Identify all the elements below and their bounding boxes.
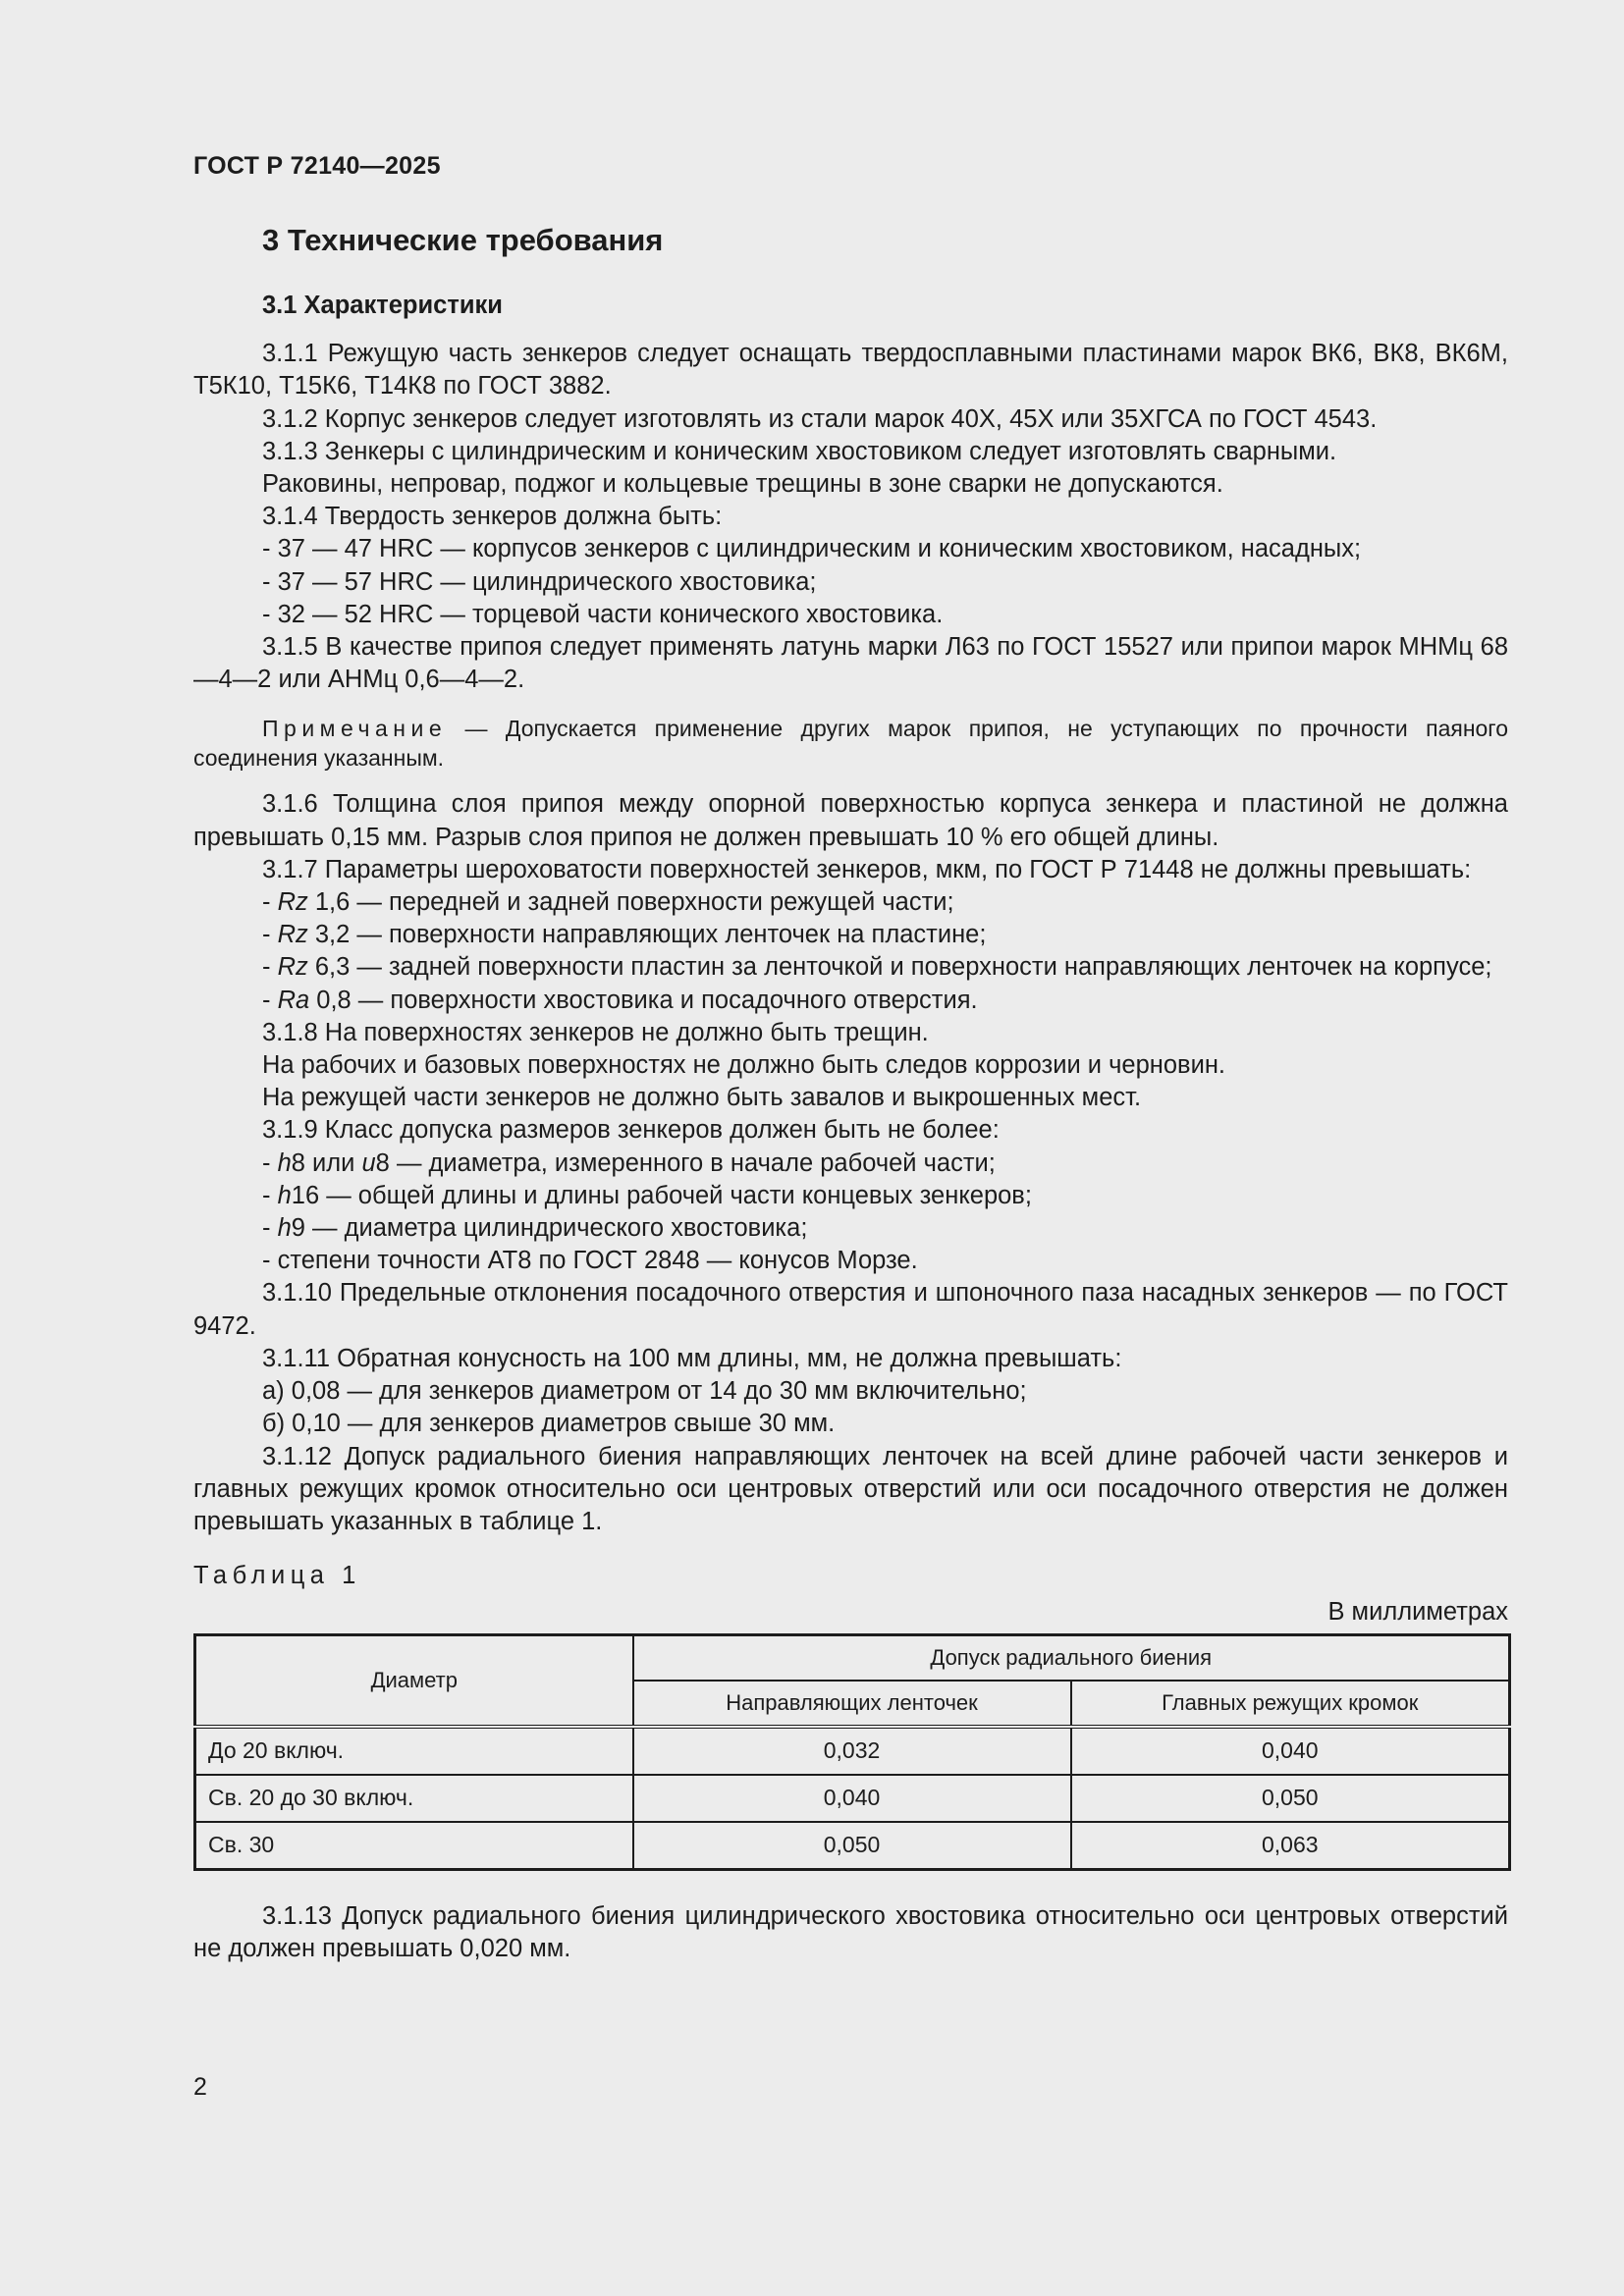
table-cell-guides: 0,040: [633, 1775, 1071, 1822]
table-header-group: Допуск радиального биения: [633, 1634, 1510, 1681]
tolerance-symbol: h: [277, 1214, 292, 1243]
list-item: - 37 — 57 HRC — цилиндрического хвостовика;: [262, 567, 817, 596]
list-item: - h16 — общей длины и длины рабочей части концевых зенкеров;: [262, 1181, 1032, 1209]
list-item-text: 1,6 — передней и задней поверхности режущей части;: [307, 888, 954, 917]
document-header: ГОСТ Р 72140—2025: [193, 152, 441, 180]
roughness-symbol: Ra: [277, 986, 310, 1014]
paragraph-3-1-4: 3.1.4 Твердость зенкеров должна быть:: [262, 503, 723, 531]
list-item: - h9 — диаметра цилиндрического хвостовика;: [262, 1214, 808, 1243]
paragraph-3-1-1: 3.1.1 Режущую часть зенкеров следует оснащать твердосплавными пластинами марок ВК6, ВК8, ВК6М, Т5К10, Т15К6, Т14К8 по ГОСТ 3882.: [193, 340, 1508, 400]
tolerance-table: [193, 1633, 1511, 1871]
list-item-text: 0,8 — поверхности хвостовика и посадочного отверстия.: [309, 986, 978, 1014]
list-item-text: 9 — диаметра цилиндрического хвостовика;: [291, 1214, 808, 1243]
note: [193, 714, 1508, 773]
paragraph-3-1-6: 3.1.6 Толщина слоя припоя между опорной поверхностью корпуса зенкера и пластиной не должна превышать 0,15 мм. Разрыв слоя припоя не должен превышать 10 % его общей длины.: [193, 790, 1508, 851]
list-item: - Rz 1,6 — передней и задней поверхности режущей части;: [262, 888, 954, 917]
list-item-text: 6,3 — задней поверхности пластин за ленточкой и поверхности направляющих ленточек на корпусе;: [307, 953, 1492, 982]
paragraph-3-1-2: 3.1.2 Корпус зенкеров следует изготовлять из стали марок 40Х, 45Х или 35ХГСА по ГОСТ 4543.: [262, 404, 1378, 433]
paragraph-3-1-3: 3.1.3 Зенкеры с цилиндрическим и коническим хвостовиком следует изготовлять сварными.: [262, 437, 1337, 465]
paragraph-3-1-10: 3.1.10 Предельные отклонения посадочного отверстия и шпоночного паза насадных зенкеров — по ГОСТ 9472.: [193, 1279, 1508, 1340]
table-cell-edges: 0,040: [1071, 1727, 1510, 1775]
list-item-text: 8 или: [291, 1148, 362, 1177]
tolerance-symbol: h: [277, 1181, 292, 1209]
table-row: [195, 1727, 1510, 1775]
paragraph-3-1-3-continued: Раковины, непровар, поджог и кольцевые трещины в зоне сварки не допускаются.: [262, 470, 1223, 499]
list-item: - 37 — 47 HRC — корпусов зенкеров с цилиндрическим и коническим хвостовиком, насадных;: [262, 535, 1362, 563]
paragraph-3-1-5: 3.1.5 В качестве припоя следует применять латунь марки Л63 по ГОСТ 15527 или припои марок МНМц 68—4—2 или АНМц 0,6—4—2.: [193, 633, 1508, 694]
roughness-symbol: Rz: [277, 921, 308, 949]
list-item: - Rz 3,2 — поверхности направляющих ленточек на пластине;: [262, 921, 987, 949]
list-item: - Rz 6,3 — задней поверхности пластин за ленточкой и поверхности направляющих ленточек на корпусе;: [262, 953, 1492, 982]
table-header-diameter: Диаметр: [195, 1634, 633, 1727]
paragraph-3-1-9: 3.1.9 Класс допуска размеров зенкеров должен быть не более:: [262, 1116, 1000, 1145]
list-item: - h8 или u8 — диаметра, измеренного в начале рабочей части;: [262, 1148, 996, 1177]
subsection-title: 3.1 Характеристики: [262, 292, 503, 319]
table-cell-diameter: До 20 включ.: [195, 1727, 633, 1775]
roughness-symbol: Rz: [277, 953, 308, 982]
document-body: [193, 221, 1508, 1965]
table-cell-diameter: Св. 20 до 30 включ.: [195, 1775, 633, 1822]
paragraph-3-1-8-continued: На рабочих и базовых поверхностях не должно быть следов коррозии и черновин.: [262, 1051, 1226, 1080]
table-unit: В миллиметрах: [1327, 1598, 1508, 1627]
tolerance-symbol: u: [361, 1148, 376, 1177]
paragraph-3-1-12: 3.1.12 Допуск радиального биения направляющих ленточек на всей длине рабочей части зенкеров и главных режущих кромок относительно оси центровых отверстий или оси посадочного отверстия не должен превышать указанных в таблице 1.: [193, 1442, 1508, 1535]
table-header-edges: Главных режущих кромок: [1071, 1681, 1510, 1727]
table-row: [195, 1775, 1510, 1822]
table-cell-edges: 0,063: [1071, 1822, 1510, 1870]
paragraph-3-1-8-continued: На режущей части зенкеров не должно быть завалов и выкрошенных мест.: [262, 1084, 1142, 1112]
list-item-text: 16 — общей длины и длины рабочей части концевых зенкеров;: [291, 1181, 1032, 1209]
list-item-text: 8 — диаметра, измеренного в начале рабочей части;: [375, 1148, 996, 1177]
section-title: 3 Технические требования: [262, 223, 664, 257]
table-caption: Таблица 1: [193, 1562, 361, 1590]
paragraph-3-1-7: 3.1.7 Параметры шероховатости поверхностей зенкеров, мкм, по ГОСТ Р 71448 не должны превышать:: [262, 855, 1472, 883]
table-cell-guides: 0,050: [633, 1822, 1071, 1870]
paragraph-3-1-8: 3.1.8 На поверхностях зенкеров не должно быть трещин.: [262, 1018, 929, 1046]
table-row: [195, 1822, 1510, 1870]
page-number: 2: [193, 2073, 207, 2101]
list-item-text: 3,2 — поверхности направляющих ленточек на пластине;: [307, 921, 987, 949]
list-item: - 32 — 52 HRC — торцевой части конического хвостовика.: [262, 600, 944, 628]
list-item: а) 0,08 — для зенкеров диаметром от 14 до 30 мм включительно;: [262, 1377, 1027, 1406]
paragraph-3-1-13: 3.1.13 Допуск радиального биения цилиндрического хвостовика относительно оси центровых отверстий не должен превышать 0,020 мм.: [193, 1901, 1508, 1962]
table-header-guides: Направляющих ленточек: [633, 1681, 1071, 1727]
paragraph-3-1-11: 3.1.11 Обратная конусность на 100 мм длины, мм, не должна превышать:: [262, 1344, 1122, 1372]
list-item: - степени точности АТ8 по ГОСТ 2848 — конусов Морзе.: [262, 1247, 918, 1275]
note-text: — Допускается применение других марок припоя, не уступающих по прочности паяного соединения указанным.: [193, 716, 1508, 772]
tolerance-symbol: h: [277, 1148, 292, 1177]
table-cell-diameter: Св. 30: [195, 1822, 633, 1870]
table-cell-guides: 0,032: [633, 1727, 1071, 1775]
list-item: - Ra 0,8 — поверхности хвостовика и посадочного отверстия.: [262, 986, 978, 1014]
roughness-symbol: Rz: [277, 888, 308, 917]
list-item: б) 0,10 — для зенкеров диаметров свыше 30 мм.: [262, 1410, 836, 1438]
note-label: Примечание: [262, 716, 448, 742]
table-cell-edges: 0,050: [1071, 1775, 1510, 1822]
